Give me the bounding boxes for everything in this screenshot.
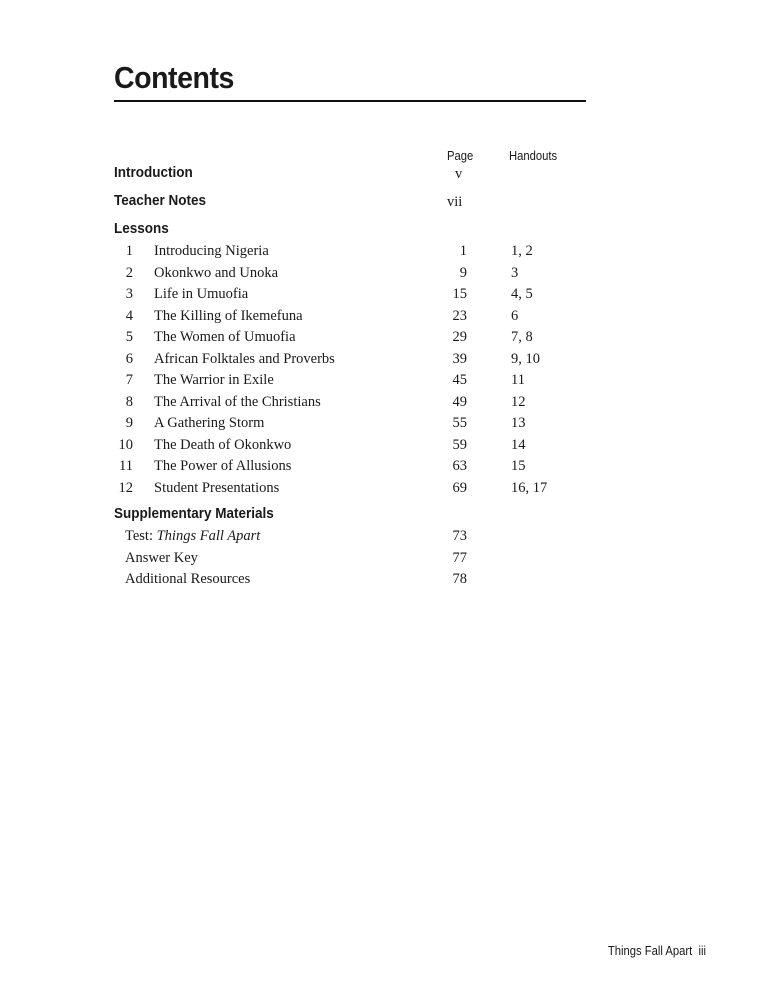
lesson-handouts: 1, 2: [511, 243, 533, 259]
supplementary-prefix: Test:: [125, 528, 157, 544]
lesson-number: 11: [119, 458, 133, 474]
supplementary-page: 73: [452, 528, 467, 544]
page-footer: [575, 944, 706, 958]
lesson-page: 29: [452, 329, 467, 345]
lesson-number: 5: [125, 329, 133, 345]
footer-book-title: Things Fall Apart: [607, 944, 693, 958]
lesson-number: 4: [125, 307, 133, 324]
lesson-title: The Power of Allusions: [154, 458, 292, 474]
lesson-page: 49: [452, 393, 467, 410]
lesson-handouts: 4, 5: [511, 286, 533, 302]
section-supplementary: Supplementary Materials: [114, 505, 274, 522]
section-introduction: Introduction: [114, 164, 193, 181]
supplementary-title: [125, 550, 198, 567]
column-header-page: Page: [447, 149, 474, 163]
lesson-handouts: 6: [511, 307, 519, 324]
lesson-page: 63: [452, 458, 467, 474]
section-lessons: Lessons: [114, 220, 169, 237]
lesson-title: A Gathering Storm: [154, 415, 265, 431]
lesson-number: 12: [118, 479, 133, 496]
lesson-number: 8: [125, 393, 133, 410]
column-header-handouts: Handouts: [509, 149, 558, 163]
page-title: Contents: [114, 60, 234, 95]
lesson-page: 1: [459, 243, 467, 259]
lesson-handouts: 12: [511, 393, 526, 410]
lesson-number: 10: [118, 436, 133, 453]
teacher-notes-page: vii: [447, 194, 463, 210]
lesson-number: 6: [125, 350, 133, 367]
lesson-title: The Women of Umuofia: [154, 329, 296, 345]
lesson-page: 45: [452, 372, 467, 388]
lesson-title: The Death of Okonkwo: [154, 436, 292, 453]
lesson-title: African Folktales and Proverbs: [154, 350, 335, 367]
lesson-page: 23: [452, 307, 467, 324]
lesson-title: The Warrior in Exile: [154, 372, 274, 388]
supplementary-title-text: Things Fall Apart: [156, 528, 261, 544]
lesson-page: 9: [459, 264, 467, 281]
lesson-page: 15: [452, 286, 467, 302]
lesson-page: 39: [452, 350, 467, 367]
lesson-handouts: 13: [511, 415, 526, 431]
lesson-number: 7: [125, 372, 133, 388]
lesson-title: The Killing of Ikemefuna: [154, 307, 303, 324]
title-rule: [114, 100, 586, 102]
lesson-handouts: 14: [511, 436, 526, 453]
lesson-number: 2: [125, 264, 133, 281]
lesson-title: Okonkwo and Unoka: [154, 264, 279, 281]
lesson-handouts: 9, 10: [511, 350, 540, 367]
supplementary-title-text: Additional Resources: [125, 571, 251, 587]
lesson-page: 59: [452, 436, 467, 453]
lesson-page: 55: [452, 415, 467, 431]
supplementary-title-text: Answer Key: [125, 549, 198, 566]
footer-page-number: iii: [698, 944, 706, 958]
lesson-handouts: 15: [511, 458, 526, 474]
lesson-page: 69: [452, 479, 467, 496]
lesson-handouts: 16, 17: [511, 479, 548, 496]
lesson-number: 3: [125, 286, 133, 302]
lesson-handouts: 7, 8: [511, 329, 533, 345]
lesson-title: Student Presentations: [154, 479, 280, 496]
lesson-handouts: 11: [511, 372, 525, 388]
lesson-number: 9: [125, 415, 133, 431]
introduction-page: v: [455, 166, 463, 182]
supplementary-page: 78: [452, 571, 467, 587]
section-teacher-notes: Teacher Notes: [114, 192, 207, 209]
lesson-title: Introducing Nigeria: [154, 243, 269, 259]
lesson-handouts: 3: [511, 264, 519, 281]
lesson-title: The Arrival of the Christians: [154, 393, 321, 410]
lesson-number: 1: [125, 243, 133, 259]
supplementary-title: [125, 528, 260, 545]
lesson-title: Life in Umuofia: [154, 286, 249, 302]
supplementary-page: 77: [452, 549, 467, 566]
supplementary-title: [125, 571, 250, 588]
